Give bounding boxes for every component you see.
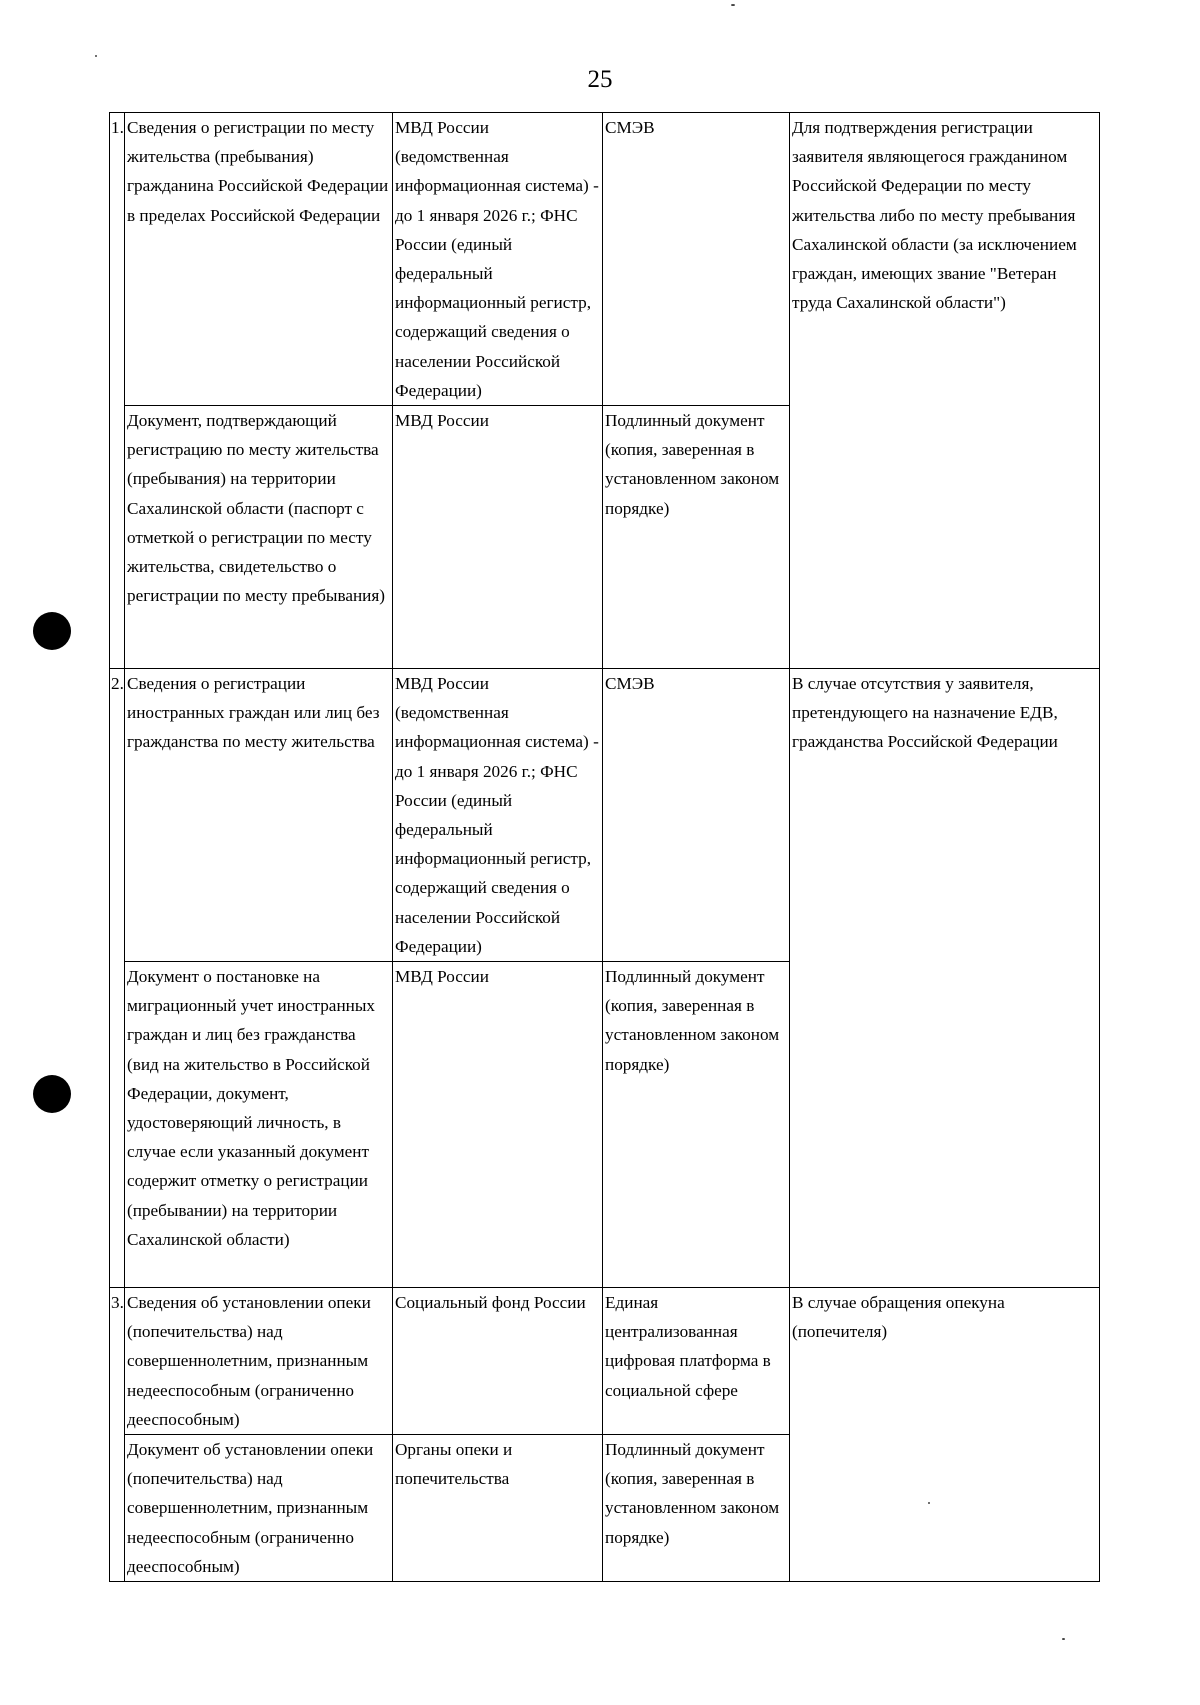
- document-source: Органы опеки и попечительства: [393, 1435, 603, 1582]
- punch-hole: [33, 1075, 71, 1113]
- document-name: Документ об установлении опеки (попечительства) над совершеннолетним, признанным недееспособным (ограниченно дееспособным): [125, 1435, 393, 1582]
- row-number: 1.: [110, 113, 125, 669]
- submission-method: Единая централизованная цифровая платформа в социальной сфере: [603, 1288, 790, 1435]
- document-name: Документ о постановке на миграционный учет иностранных граждан и лиц без гражданства (вид на жительство в Российской Федерации, документ, удостоверяющий личность, в случае если указанный документ содержит отметку о регистрации (пребывании) на территории Сахалинской области): [125, 962, 393, 1288]
- document-source: МВД России: [393, 962, 603, 1288]
- note: В случае обращения опекуна (попечителя): [790, 1288, 1100, 1582]
- punch-hole: [33, 612, 71, 650]
- scan-speck: [731, 4, 735, 6]
- scan-speck: [95, 55, 97, 57]
- submission-method: Подлинный документ (копия, заверенная в установленном законом порядке): [603, 1435, 790, 1582]
- submission-method: СМЭВ: [603, 113, 790, 406]
- page-number: 25: [587, 66, 613, 93]
- table-row: [110, 669, 1100, 962]
- note: В случае отсутствия у заявителя, претендующего на назначение ЕДВ, гражданства Российской Федерации: [790, 669, 1100, 1288]
- row-number: 2.: [110, 669, 125, 1288]
- note: Для подтверждения регистрации заявителя являющегося гражданином Российской Федерации по месту жительства либо по месту пребывания Сахалинской области (за исключением граждан, имеющих звание "Ветеран труда Сахалинской области"): [790, 113, 1100, 669]
- document-source: МВД России (ведомственная информационная система) - до 1 января 2026 г.; ФНС России (единый федеральный информационный регистр, содержащий сведения о населении Российской Федерации): [393, 113, 603, 406]
- table-row: [110, 1288, 1100, 1435]
- document-name: Документ, подтверждающий регистрацию по месту жительства (пребывания) на территории Сахалинской области (паспорт с отметкой о регистрации по месту жительства, свидетельство о регистрации по месту пребывания): [125, 406, 393, 669]
- submission-method: Подлинный документ (копия, заверенная в установленном законом порядке): [603, 962, 790, 1288]
- document-name: Сведения о регистрации по месту жительства (пребывания) гражданина Российской Федерации в пределах Российской Федерации: [125, 113, 393, 406]
- scan-speck: [1062, 1638, 1065, 1640]
- table-row: [110, 113, 1100, 406]
- submission-method: СМЭВ: [603, 669, 790, 962]
- row-number: 3.: [110, 1288, 125, 1582]
- document-source: МВД России (ведомственная информационная система) - до 1 января 2026 г.; ФНС России (единый федеральный информационный регистр, содержащий сведения о населении Российской Федерации): [393, 669, 603, 962]
- scan-speck: [928, 1502, 930, 1504]
- submission-method: Подлинный документ (копия, заверенная в установленном законом порядке): [603, 406, 790, 669]
- documents-table: [109, 112, 1100, 1582]
- document-name: Сведения об установлении опеки (попечительства) над совершеннолетним, признанным недееспособным (ограниченно дееспособным): [125, 1288, 393, 1435]
- document-name: Сведения о регистрации иностранных граждан или лиц без гражданства по месту жительства: [125, 669, 393, 962]
- document-source: МВД России: [393, 406, 603, 669]
- document-source: Социальный фонд России: [393, 1288, 603, 1435]
